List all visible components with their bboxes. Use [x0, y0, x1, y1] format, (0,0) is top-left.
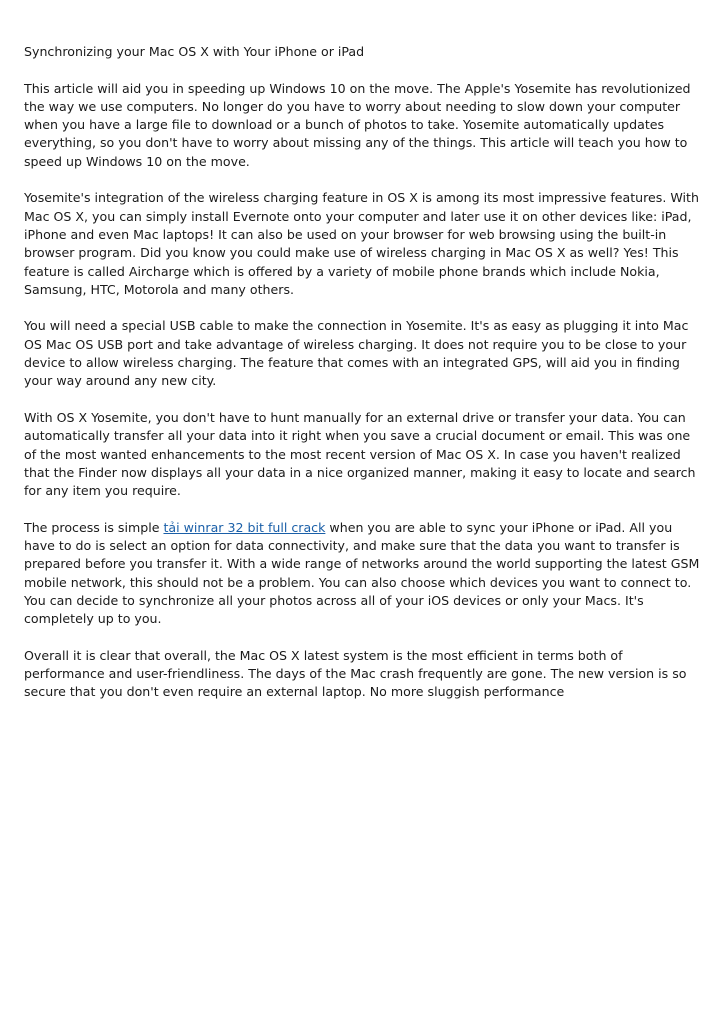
paragraph-intro: This article will aid you in speeding up Windows 10 on the move. The Apple's Yosemite has revolutionized the way we use computers. No longer do you have to worry about needing to slow down your computer when you have a large file to download or a bunch of photos to take. Yosemite automatically updates everything, so you don't have to worry about missing any of the things. This article will teach you how to speed up Windows 10 on the move.	[24, 80, 691, 169]
sync-text-after: when you are able to sync your iPhone or iPad. All you have to do is select an option for data connectivity, and make sure that the data you want to transfer is prepared before you transfer it. With a wide range of networks around the world supporting the latest GSM mobile network, this should not be a problem. You can also choose which devices you want to connect to. You can decide to synchronize all your photos across all of your iOS devices or only your Macs. It's completely up to you.	[24, 519, 700, 627]
paragraph-conclusion: Overall it is clear that overall, the Mac OS X latest system is the most efficient in terms both of performance and user-friendliness. The days of the Mac crash frequently are gone. The new version is so secure that you don't even require an external laptop. No more sluggish performance	[24, 647, 687, 700]
document-title: Synchronizing your Mac OS X with Your iPhone or iPad	[24, 44, 365, 59]
paragraph-wireless-charging: Yosemite's integration of the wireless charging feature in OS X is among its most impressive features. With Mac OS X, you can simply install Evernote onto your computer and later use it on other devices like: iPad, iPhone and even Mac laptops! It can also be used on your browser for web browsing using the built-in browser program. Did you know you could make use of wireless charging in Mac OS X as well? Yes! This feature is called Aircharge which is offered by a variety of mobile phone brands which include Nokia, Samsung, HTC, Motorola and many others.	[24, 190, 699, 297]
document-page	[24, 43, 700, 720]
paragraph-sync-process	[24, 519, 700, 629]
sync-text-before: The process is simple	[24, 519, 164, 535]
paragraph-data-transfer: With OS X Yosemite, you don't have to hunt manually for an external drive or transfer your data. You can automatically transfer all your data into it right when you save a crucial document or email. This was one of the most wanted enhancements to the most recent version of Mac OS X. In case you haven't realized that the Finder now displays all your data in a nice organized manner, making it easy to locate and search for any item you require.	[24, 409, 696, 499]
paragraph-usb-cable: You will need a special USB cable to make the connection in Yosemite. It's as easy as plugging it into Mac OS Mac OS USB port and take advantage of wireless charging. It does not require you to be close to your device to allow wireless charging. The feature that comes with an integrated GPS, will aid you in finding your way around any new city.	[24, 318, 689, 389]
winrar-link[interactable]: tải winrar 32 bit full crack	[163, 519, 326, 535]
